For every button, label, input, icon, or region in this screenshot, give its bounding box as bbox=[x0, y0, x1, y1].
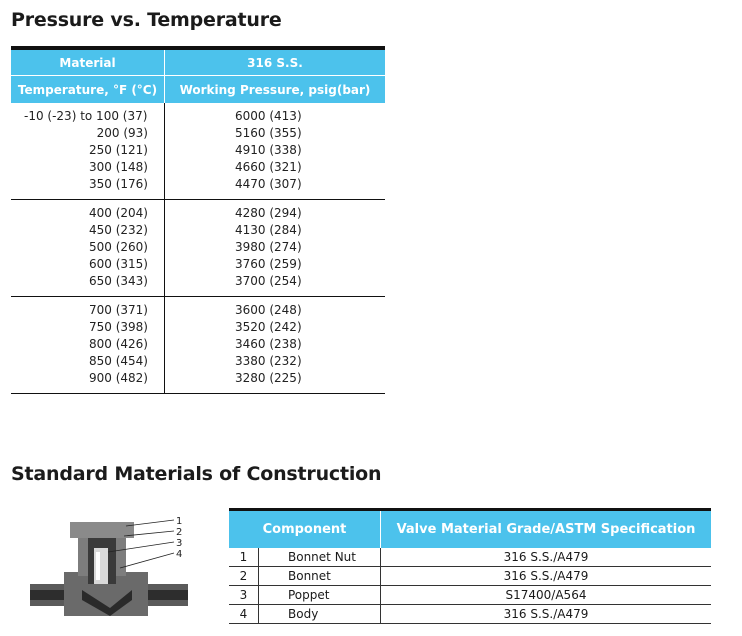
temperature-cell: 350 (176) bbox=[89, 177, 148, 191]
pressure-cell: 3980 (274) bbox=[235, 240, 302, 254]
pressure-cell: 4280 (294) bbox=[235, 206, 302, 220]
pressure-group bbox=[11, 297, 385, 394]
pressure-cell: 4470 (307) bbox=[235, 177, 302, 191]
header-row-units bbox=[11, 75, 385, 103]
row-number: 3 bbox=[229, 586, 259, 604]
temperature-cell: 400 (204) bbox=[89, 206, 148, 220]
component-cell: Body bbox=[259, 605, 381, 623]
temperature-cell: 850 (454) bbox=[89, 354, 148, 368]
pressure-group bbox=[11, 200, 385, 297]
temperature-cell: 700 (371) bbox=[89, 303, 148, 317]
pressure-column bbox=[165, 297, 385, 393]
pressure-section-title: Pressure vs. Temperature bbox=[11, 9, 282, 31]
temperature-column bbox=[11, 103, 165, 199]
pressure-column bbox=[165, 200, 385, 296]
pressure-cell: 3460 (238) bbox=[235, 337, 302, 351]
leader-line-4 bbox=[120, 553, 174, 568]
callout-2: 2 bbox=[176, 527, 183, 538]
materials-header-row bbox=[229, 511, 711, 548]
temperature-cell: -10 (-23) to 100 (37) bbox=[24, 109, 148, 123]
header-material-label: Material bbox=[59, 55, 116, 70]
row-number: 4 bbox=[229, 605, 259, 623]
pressure-cell: 3380 (232) bbox=[235, 354, 302, 368]
pressure-group bbox=[11, 103, 385, 200]
pressure-temperature-table bbox=[11, 46, 385, 394]
temperature-column bbox=[11, 297, 165, 393]
callout-4: 4 bbox=[176, 549, 183, 560]
temperature-cell: 750 (398) bbox=[89, 320, 148, 334]
temperature-cell: 450 (232) bbox=[89, 223, 148, 237]
temperature-cell: 650 (343) bbox=[89, 274, 148, 288]
component-cell: Bonnet bbox=[259, 567, 381, 585]
pressure-cell: 4910 (338) bbox=[235, 143, 302, 157]
temperature-cell: 900 (482) bbox=[89, 371, 148, 385]
callout-3: 3 bbox=[176, 538, 183, 549]
pressure-cell: 3600 (248) bbox=[235, 303, 302, 317]
pressure-cell: 4130 (284) bbox=[235, 223, 302, 237]
table-row bbox=[229, 548, 711, 567]
materials-rows bbox=[229, 548, 711, 624]
component-cell: Poppet bbox=[259, 586, 381, 604]
pressure-column bbox=[165, 103, 385, 199]
row-number: 1 bbox=[229, 548, 259, 566]
header-spec: Valve Material Grade/ASTM Specification bbox=[380, 511, 711, 548]
pressure-cell: 3520 (242) bbox=[235, 320, 302, 334]
callout-1: 1 bbox=[176, 516, 183, 527]
valve-cross-section-diagram bbox=[24, 512, 194, 632]
table-row bbox=[229, 586, 711, 605]
spec-cell: 316 S.S./A479 bbox=[503, 607, 589, 621]
header-temperature: Temperature, °F (°C) bbox=[17, 82, 158, 97]
header-row-material bbox=[11, 50, 385, 75]
pressure-cell: 4660 (321) bbox=[235, 160, 302, 174]
spec-cell: S17400/A564 bbox=[505, 588, 587, 602]
temperature-cell: 250 (121) bbox=[89, 143, 148, 157]
temperature-cell: 300 (148) bbox=[89, 160, 148, 174]
row-number: 2 bbox=[229, 567, 259, 585]
pressure-cell: 3280 (225) bbox=[235, 371, 302, 385]
spec-cell: 316 S.S./A479 bbox=[503, 569, 589, 583]
materials-table bbox=[229, 508, 711, 624]
temperature-cell: 600 (315) bbox=[89, 257, 148, 271]
pressure-rows bbox=[11, 103, 385, 394]
temperature-column bbox=[11, 200, 165, 296]
materials-section-title: Standard Materials of Construction bbox=[11, 463, 382, 485]
table-row bbox=[229, 605, 711, 624]
header-material-value: 316 S.S. bbox=[164, 50, 385, 75]
temperature-cell: 800 (426) bbox=[89, 337, 148, 351]
temperature-cell: 500 (260) bbox=[89, 240, 148, 254]
temperature-cell: 200 (93) bbox=[96, 126, 148, 140]
header-working-pressure: Working Pressure, psig(bar) bbox=[164, 76, 385, 103]
spec-cell: 316 S.S./A479 bbox=[503, 550, 589, 564]
pressure-cell: 3760 (259) bbox=[235, 257, 302, 271]
header-component: Component bbox=[262, 522, 347, 537]
pressure-cell: 3700 (254) bbox=[235, 274, 302, 288]
poppet-highlight bbox=[96, 552, 100, 580]
component-cell: Bonnet Nut bbox=[259, 548, 381, 566]
pressure-cell: 5160 (355) bbox=[235, 126, 302, 140]
table-row bbox=[229, 567, 711, 586]
pressure-cell: 6000 (413) bbox=[235, 109, 302, 123]
